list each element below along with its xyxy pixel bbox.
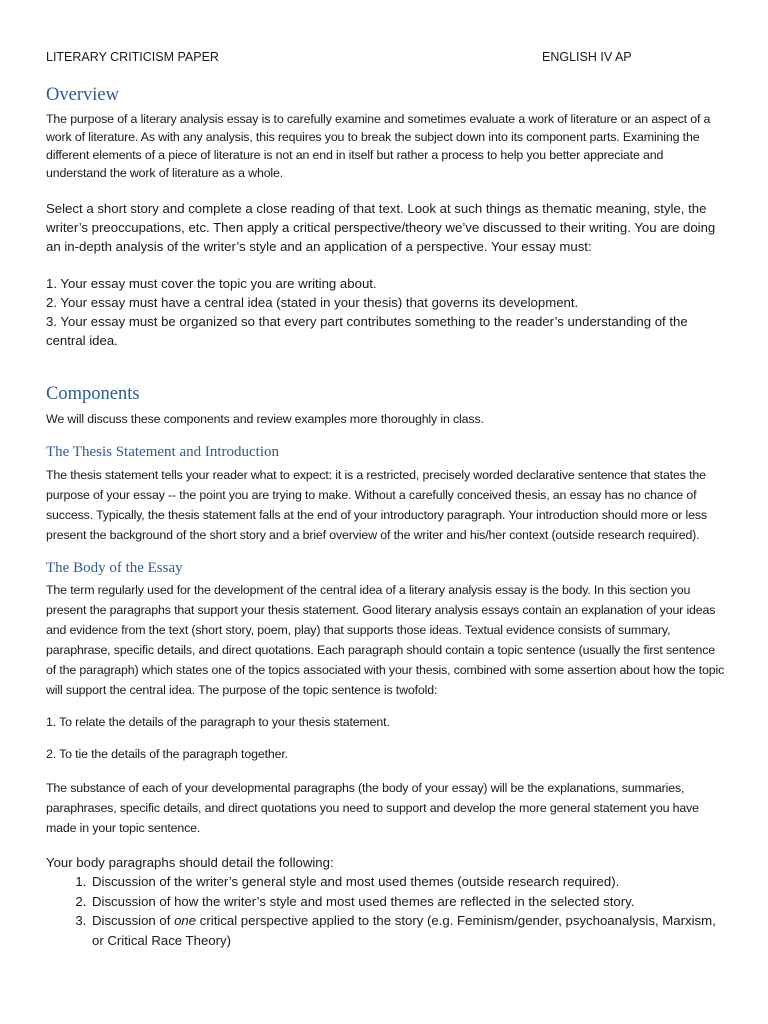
- thesis-heading: The Thesis Statement and Introduction: [46, 444, 280, 460]
- detail-list-item: 1. Discussion of the writer’s general style and most used themes (outside research required).: [90, 872, 726, 892]
- topic-purpose-item: 1. To relate the details of the paragraph to your thesis statement.: [46, 715, 390, 729]
- thesis-paragraph: The thesis statement tells your reader what to expect: it is a restricted, precisely worded declarative sentence that states the purpose of your essay -- the point you are trying to make. Without a carefully conceived thesis, an essay has no chance of success. Typically, the thesis statement falls at the end of your introductory paragraph. Your introduction should more or less present the background of the short story and a brief overview of the writer and his/her context (outside research required).: [46, 468, 707, 542]
- detail-list-item: 2. Discussion of how the writer’s style and most used themes are reflected in the selected story.: [90, 892, 726, 912]
- detail-list-item: [90, 911, 726, 950]
- course-title: LITERARY CRITICISM PAPER: [46, 50, 219, 64]
- substance-paragraph: The substance of each of your developmental paragraphs (the body of your essay) will be the explanations, summaries, paraphrases, specific details, and direct quotations you need to support and develop the more general statement you have made in your topic sentence.: [46, 781, 699, 835]
- page-header: [46, 48, 726, 66]
- detail-intro: Your body paragraphs should detail the following:: [46, 855, 334, 870]
- course-level: ENGLISH IV AP: [542, 50, 632, 64]
- document-page: [46, 48, 726, 950]
- components-heading: Components: [46, 384, 140, 404]
- overview-intro-paragraph: The purpose of a literary analysis essay is to carefully examine and sometimes evaluate a work of literature or an aspect of a work of literature. As with any analysis, this requires you to break the subject down into its component parts. Examining the different elements of a piece of literature is not an end in itself but rather a process to help you better appreciate and understand the work of literature as a whole.: [46, 112, 711, 180]
- topic-purpose-item: 2. To tie the details of the paragraph together.: [46, 747, 288, 761]
- components-intro: We will discuss these components and review examples more thoroughly in class.: [46, 412, 484, 426]
- detail-item-text-end: critical perspective applied to the story (e.g. Feminism/gender, psychoanalysis, Marxism, or Critical Race Theory): [92, 913, 716, 948]
- body-paragraph: The term regularly used for the development of the central idea of a literary analysis essay is the body. In this section you present the paragraphs that support your thesis statement. Good literary analysis essays contain an explanation of your ideas and evidence from the text (short story, poem, play) that supports those ideas. Textual evidence consists of summary, paraphrase, specific details, and direct quotations. Each paragraph should contain a topic sentence (usually the first sentence of the paragraph) which states one of the topics associated with your thesis, combined with some assertion about how the topic will support the central idea. The purpose of the topic sentence is twofold:: [46, 583, 725, 697]
- assignment-paragraph: Select a short story and complete a close reading of that text. Look at such things as thematic meaning, style, the writer’s preoccupations, etc. Then apply a critical perspective/theory we’ve discussed to their writing. You are doing an in-depth analysis of the writer’s style and an application of a perspective. Your essay must:: [46, 201, 716, 254]
- overview-heading: Overview: [46, 85, 119, 105]
- requirement-item: 2. Your essay must have a central idea (stated in your thesis) that governs its development.: [46, 295, 579, 310]
- requirement-item: 3. Your essay must be organized so that every part contributes something to the reader’s understanding of the central idea.: [46, 314, 688, 348]
- detail-list: [46, 872, 726, 950]
- body-heading: The Body of the Essay: [46, 560, 183, 576]
- requirement-item: 1. Your essay must cover the topic you are writing about.: [46, 276, 377, 291]
- detail-item-emphasis: one: [174, 913, 197, 928]
- detail-item-text-start: Discussion of: [92, 913, 175, 928]
- requirements-list: [46, 274, 726, 350]
